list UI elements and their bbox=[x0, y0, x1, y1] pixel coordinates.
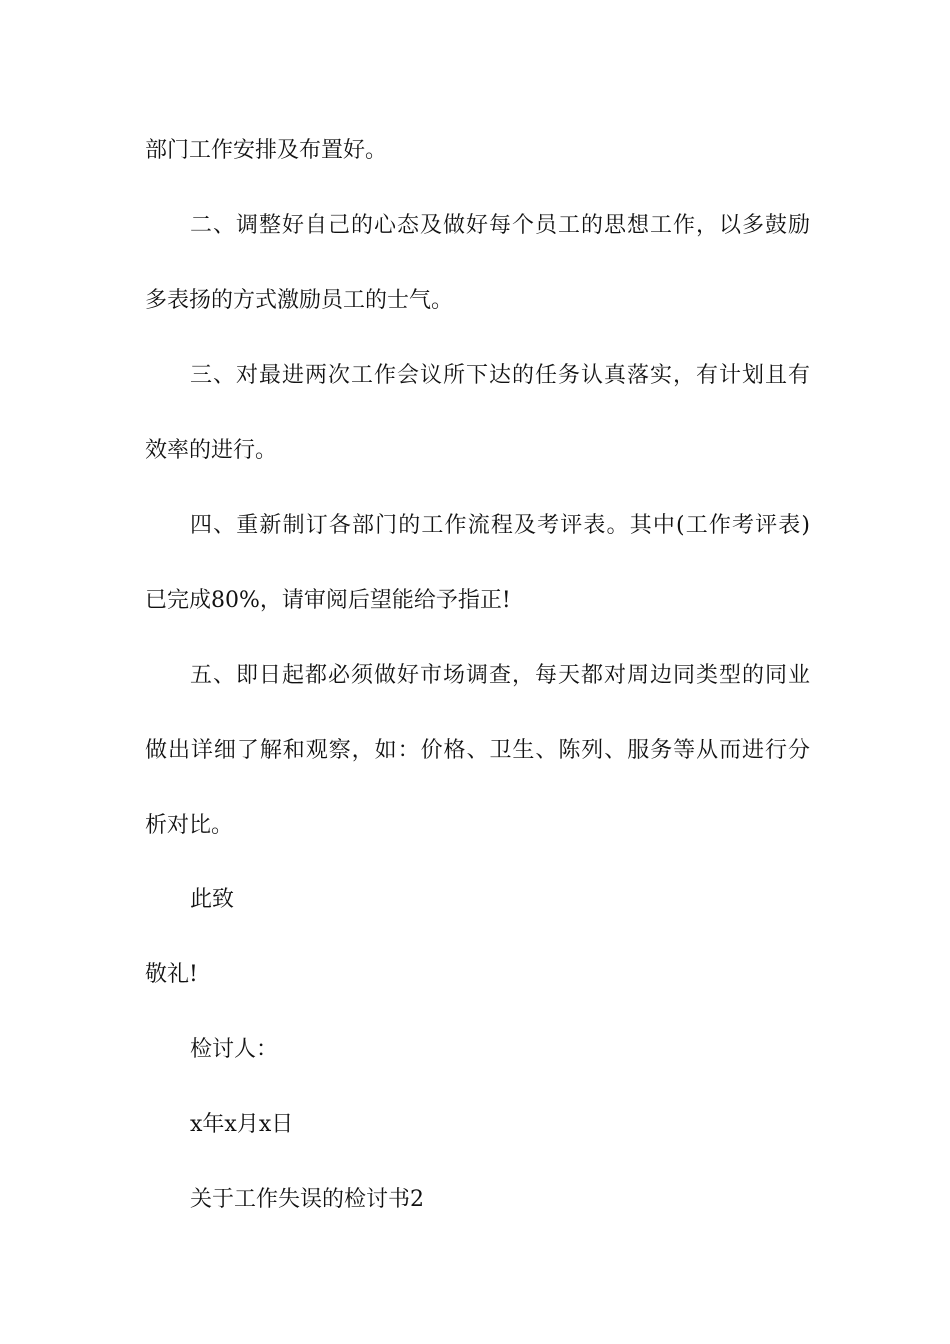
section-title: 关于工作失误的检讨书2 bbox=[190, 1187, 424, 1212]
paragraph-line: 做出详细了解和观察，如：价格、卫生、陈列、服务等从而进行分 bbox=[145, 738, 810, 763]
paragraph-line: 多表扬的方式激励员工的士气。 bbox=[145, 288, 454, 313]
closing-greeting: 敬礼! bbox=[145, 962, 198, 987]
paragraph-line: 五、即日起都必须做好市场调查，每天都对周边同类型的同业 bbox=[190, 663, 810, 688]
signature-label: 检讨人： bbox=[190, 1037, 279, 1062]
paragraph-line: 四、重新制订各部门的工作流程及考评表。其中(工作考评表) bbox=[190, 513, 810, 538]
date-line: x年x月x日 bbox=[190, 1112, 294, 1137]
paragraph-line: 效率的进行。 bbox=[145, 438, 278, 463]
paragraph-line: 已完成80%，请审阅后望能给予指正! bbox=[145, 588, 511, 613]
paragraph-line: 部门工作安排及布置好。 bbox=[145, 138, 388, 163]
paragraph-line: 三、对最进两次工作会议所下达的任务认真落实，有计划且有 bbox=[190, 363, 810, 388]
paragraph-line: 二、调整好自己的心态及做好每个员工的思想工作，以多鼓励 bbox=[190, 213, 810, 238]
paragraph-line: 析对比。 bbox=[145, 813, 234, 838]
closing-salutation: 此致 bbox=[190, 887, 235, 912]
